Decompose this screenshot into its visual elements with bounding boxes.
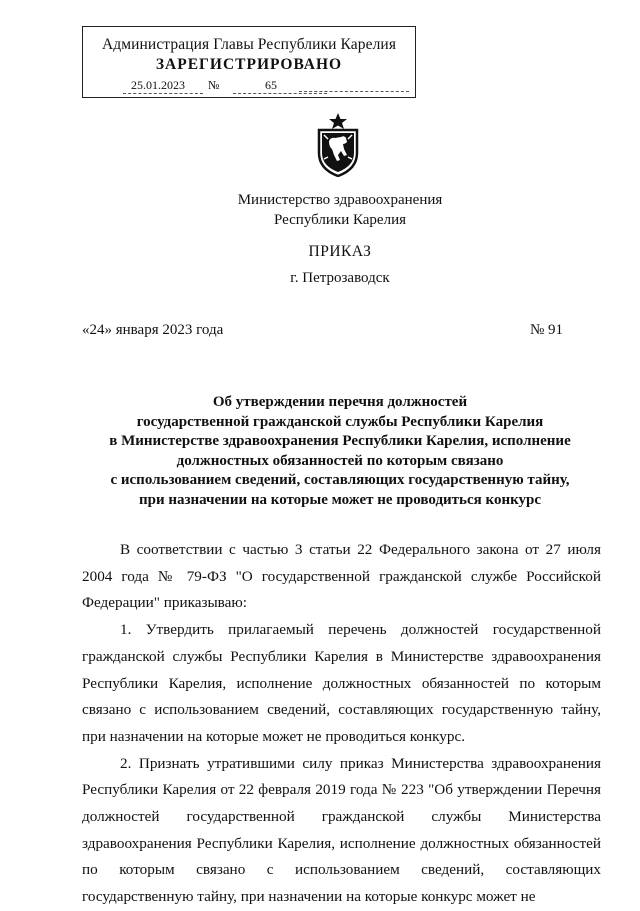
ministry-line-1: Министерство здравоохранения xyxy=(237,192,443,208)
title-line: должностных обязанностей по которым связано xyxy=(176,452,504,469)
stamp-registered: ЗАРЕГИСТРИРОВАНО xyxy=(155,56,343,73)
document-type: ПРИКАЗ xyxy=(308,243,372,260)
stamp-date: 25.01.2023 xyxy=(123,78,203,94)
document-title xyxy=(60,393,620,510)
stamp-dashed-line xyxy=(299,91,409,92)
ministry-line-2: Республики Карелия xyxy=(273,212,407,228)
title-line: в Министерстве здравоохранения Республики Карелия, исполнение xyxy=(109,433,571,449)
ministry-name xyxy=(0,190,640,230)
stamp-number: 65 xyxy=(233,78,327,94)
stamp-number-label: № xyxy=(208,78,220,92)
title-line: при назначении на которые может не проводиться конкурс xyxy=(138,491,542,508)
paragraph-item-2: 2. Признать утратившими силу приказ Министерства здравоохранения Республики Карелия от 22 февраля 2019 года № 223 "Об утверждении Перечня должностей государственной гражданской службы Министерства здравоохранения Республики Карелия, исполнение должностных обязанностей по которым связано с использованием сведений, составляющих государственную тайну, при назначении на которые конкурс может не xyxy=(82,754,601,906)
document-city: г. Петрозаводск xyxy=(290,270,390,286)
paragraph-item-1: 1. Утвердить прилагаемый перечень должностей государственной гражданской службы Республики Карелия в Министерстве здравоохранения Республики Карелия, исполнение должностных обязанностей по которым связано с использованием сведений, составляющих государственную тайну, при назначении на которые может не проводиться конкурс. xyxy=(82,621,601,745)
document-date: «24» января 2023 года xyxy=(82,322,224,338)
document-number: № 91 xyxy=(530,322,564,338)
title-line: государственной гражданской службы Республики Карелия xyxy=(136,413,544,430)
registration-stamp xyxy=(82,26,416,98)
document-body xyxy=(82,537,601,911)
karelia-coat-of-arms-icon xyxy=(313,113,363,177)
paragraph-preamble: В соответствии с частью 3 статьи 22 Федерального закона от 27 июля 2004 года № 79-ФЗ "О государственной гражданской службе Российской Федерации" приказываю: xyxy=(82,541,601,612)
stamp-authority: Администрация Главы Республики Карелия xyxy=(101,36,397,53)
title-line: Об утверждении перечня должностей xyxy=(212,394,468,410)
title-line: с использованием сведений, составляющих государственную тайну, xyxy=(110,472,570,488)
